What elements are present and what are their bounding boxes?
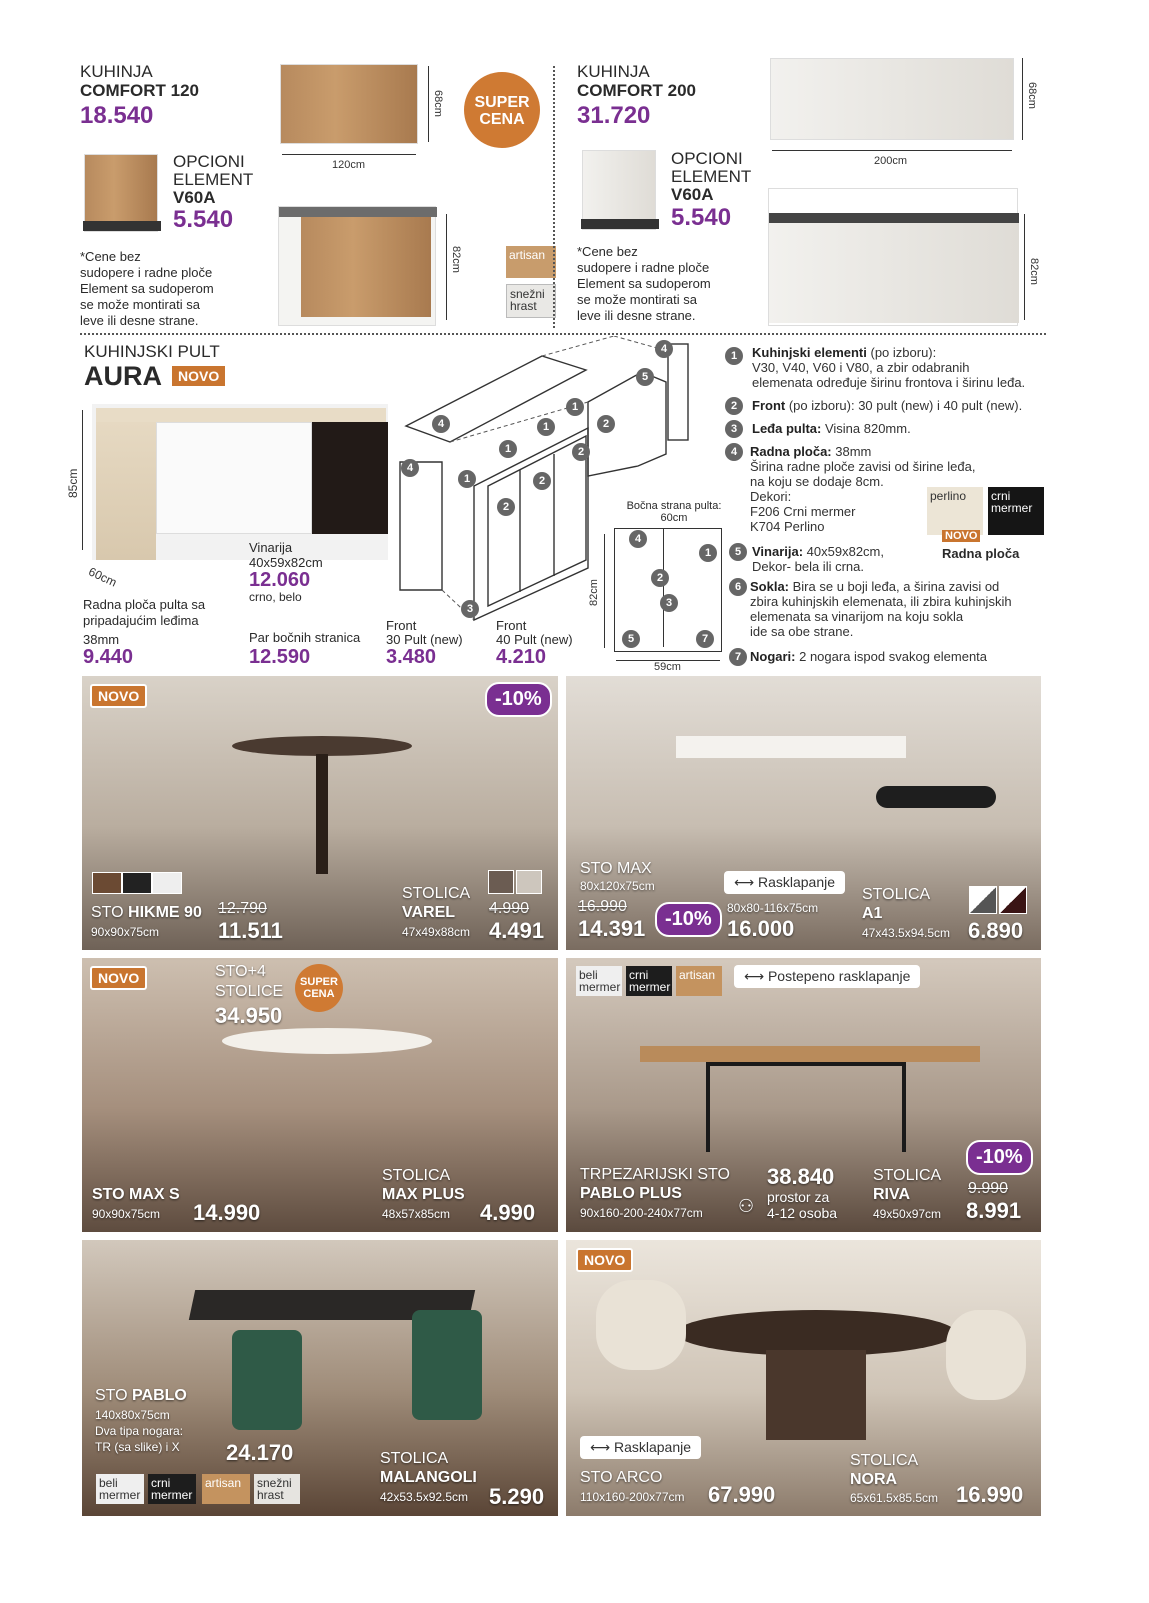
price: 14.990 xyxy=(193,1200,261,1225)
aura-vin-l1: Vinarija xyxy=(249,540,293,555)
divider xyxy=(553,66,555,328)
note-line: leve ili desne strane. xyxy=(577,308,696,323)
legend-num-icon: 2 xyxy=(497,498,515,516)
name-part: PABLO xyxy=(132,1387,187,1404)
aura-f40-price: 4.210 xyxy=(496,646,547,668)
comfort120-opt-price: 5.540 xyxy=(173,206,234,233)
legend-num-icon: 4 xyxy=(655,340,673,358)
legend-text: (po izboru): 30 pult (new) i 40 pult (new). xyxy=(785,398,1023,413)
color-swatch-black xyxy=(122,872,152,894)
chair-label: STOLICA xyxy=(380,1450,449,1467)
color-swatch-white-brown xyxy=(999,886,1027,914)
chair-label: STOLICA xyxy=(402,885,471,902)
swatch-artisan: artisan xyxy=(676,966,722,996)
panel-sto-max-s xyxy=(82,958,558,1232)
comfort120-lower-cabinets xyxy=(278,206,436,326)
chair-size: 42x53.5x92.5cm xyxy=(380,1490,469,1504)
super-cena-l1: SUPER xyxy=(474,94,530,111)
aura-side-caption xyxy=(620,500,728,524)
comfort120-note xyxy=(80,249,214,329)
price: 38.840 xyxy=(767,1164,835,1189)
legend-line: F206 Crni mermer xyxy=(750,504,856,519)
legend-num-icon: 5 xyxy=(636,368,654,386)
legend-bold: Vinarija: xyxy=(752,544,804,559)
person-icon: ⚇ xyxy=(738,1196,755,1216)
product-name: STO ARCO xyxy=(580,1469,663,1486)
color-swatch-wood xyxy=(92,872,122,894)
aura-novo-badge: NOVO xyxy=(172,366,225,386)
swatch-label: mermer xyxy=(99,1488,141,1502)
radna-novo-badge: NOVO xyxy=(942,530,980,542)
legend-num-icon: 1 xyxy=(566,398,584,416)
name-part: STO xyxy=(91,904,129,921)
color-swatch-dark xyxy=(488,870,514,894)
chair-name: RIVA xyxy=(873,1186,911,1203)
swatch-label: snežni xyxy=(510,287,545,301)
legend-num-icon: 3 xyxy=(725,420,743,438)
dim-line xyxy=(1024,214,1025,320)
dim-line xyxy=(82,410,83,550)
legend-item-3 xyxy=(752,421,911,436)
legend-line: Dekor- bela ili crna. xyxy=(752,559,864,574)
comfort120-width: 120cm xyxy=(332,159,366,171)
note-line: *Cene bez xyxy=(80,249,141,264)
super-cena-l1: SUPER xyxy=(300,976,338,988)
swatch-label: crni xyxy=(151,1476,171,1490)
arrows-icon: ⟷ xyxy=(590,1439,614,1455)
product-size: 90x90x75cm xyxy=(91,925,160,939)
dim-line xyxy=(604,534,605,648)
panel-sto-pablo xyxy=(82,1240,558,1516)
note-line: sudopere i radne ploče xyxy=(577,260,710,275)
pill-label: Rasklapanje xyxy=(613,1439,692,1455)
legend-line: K704 Perlino xyxy=(750,519,825,534)
price: 11.511 xyxy=(218,918,283,943)
aura-f40-l1: Front xyxy=(496,618,527,633)
legend-num-icon: 1 xyxy=(699,544,717,562)
comfort120-opt3: V60A xyxy=(173,188,216,207)
comfort200-line1: KUHINJA xyxy=(577,62,650,81)
color-swatch-white-grey xyxy=(969,886,997,914)
legend-line: elemenata sa vinarijom na koju sokla xyxy=(750,609,964,624)
product-name: STO MAX xyxy=(580,860,652,877)
product-size: 110x160-200x77cm xyxy=(580,1490,685,1504)
comfort200-height: 68cm xyxy=(1026,82,1038,109)
dim-line xyxy=(282,154,416,155)
panel-sto-hikme xyxy=(82,676,558,950)
chair-price: 5.290 xyxy=(489,1484,545,1509)
legend-item-5 xyxy=(752,544,884,574)
chair-size: 47x43.5x94.5cm xyxy=(862,926,951,940)
folding-pill xyxy=(724,871,845,894)
novo-badge: NOVO xyxy=(90,966,147,990)
name-part: STO xyxy=(95,1387,133,1404)
comfort200-width: 200cm xyxy=(874,155,908,167)
legend-bold: Front xyxy=(752,398,786,413)
price: 24.170 xyxy=(226,1440,294,1465)
product-note-1: Dva tipa nogara: xyxy=(95,1424,184,1438)
comfort120-title: COMFORT 120 xyxy=(80,81,200,100)
product-size: 80x120x75cm xyxy=(580,879,655,893)
swatch-label: beli xyxy=(579,968,598,982)
color-swatch-light xyxy=(516,870,542,894)
chair-name: A1 xyxy=(862,905,883,922)
legend-line: ide sa obe strane. xyxy=(750,624,854,639)
aura-height: 85cm xyxy=(66,468,80,498)
legend-num-icon: 3 xyxy=(461,600,479,618)
swatch-artisan: artisan xyxy=(202,1474,250,1504)
legend-text: Bira se u boji leđa, a širina zavisi od xyxy=(789,579,1000,594)
chair-size: 49x50x97cm xyxy=(873,1207,942,1221)
chair-size: 47x49x88cm xyxy=(402,925,471,939)
chair-name: MALANGOLI xyxy=(380,1469,477,1486)
name-part: HIKME 90 xyxy=(128,904,202,921)
aura-plate-l3: 38mm xyxy=(83,632,120,647)
comfort200-opt2: ELEMENT xyxy=(671,167,752,186)
aura-plate-l2: pripadajućim leđima xyxy=(83,613,199,628)
room-text xyxy=(767,1189,837,1221)
panel-sto-arco xyxy=(566,1240,1041,1516)
legend-item-2 xyxy=(752,398,1022,413)
swatch-label: hrast xyxy=(257,1488,284,1502)
chair-price: 6.890 xyxy=(968,918,1024,943)
swatch-snezni-hrast xyxy=(506,284,556,318)
radna-label: Radna ploča xyxy=(942,546,1020,561)
comfort200-v60a-element xyxy=(582,150,656,230)
comfort120-height: 68cm xyxy=(432,90,444,117)
legend-num-icon: 1 xyxy=(537,418,555,436)
legend-num-icon: 6 xyxy=(729,578,747,596)
aura-side-label: Par bočnih stranica xyxy=(249,630,361,645)
note-line: leve ili desne strane. xyxy=(80,313,199,328)
legend-line: V30, V40, V60 i V80, a zbir odabranih xyxy=(752,360,970,375)
old-price: 12.790 xyxy=(218,900,267,917)
legend-num-icon: 7 xyxy=(696,630,714,648)
old-price: 16.990 xyxy=(578,898,627,915)
product-size: 90x90x75cm xyxy=(92,1207,161,1221)
chair-old-price: 9.990 xyxy=(968,1180,1009,1197)
legend-bold: Kuhinjski elementi xyxy=(752,345,867,360)
price: 67.990 xyxy=(708,1482,776,1507)
swatch-label: snežni xyxy=(257,1476,292,1490)
aura-h82: 82cm xyxy=(588,579,600,606)
discount-badge: -10% xyxy=(655,902,722,937)
aura-pretitle: KUHINJSKI PULT xyxy=(84,342,220,361)
legend-num-icon: 5 xyxy=(622,630,640,648)
aura-f40-l2: 40 Pult (new) xyxy=(496,632,573,647)
aura-depth: 60cm xyxy=(86,564,119,590)
product-note-2: TR (sa slike) i X xyxy=(95,1440,180,1454)
comfort200-upper-cabinets xyxy=(770,58,1014,140)
legend-num-icon: 4 xyxy=(432,415,450,433)
legend-num-icon: 2 xyxy=(572,443,590,461)
legend-text: 38mm xyxy=(831,444,872,459)
legend-bold: Nogari: xyxy=(750,649,796,664)
aura-vin-price: 12.060 xyxy=(249,569,311,591)
chair-old-price: 4.990 xyxy=(489,900,530,917)
comfort200-lower-cabinets xyxy=(768,188,1018,326)
swatch-label: crni xyxy=(629,968,649,982)
legend-num-icon: 3 xyxy=(660,594,678,612)
pill-label: Rasklapanje xyxy=(757,874,836,890)
dim-line xyxy=(446,214,447,320)
legend-num-icon: 1 xyxy=(499,440,517,458)
product-name xyxy=(95,1387,187,1405)
aura-plate-l1: Radna ploča pulta sa xyxy=(83,597,206,612)
note-line: Element sa sudoperom xyxy=(80,281,214,296)
swatch-label: mermer xyxy=(151,1488,193,1502)
caption-l2: 60cm xyxy=(660,512,688,524)
legend-bold: Radna ploča: xyxy=(750,444,832,459)
product-name: PABLO PLUS xyxy=(580,1185,682,1202)
comfort200-opt3: V60A xyxy=(671,185,714,204)
dim-line xyxy=(772,150,1012,151)
comfort120-upper-cabinets xyxy=(280,64,418,144)
aura-f30-l1: Front xyxy=(386,618,417,633)
swatch-label: crni xyxy=(991,489,1011,503)
novo-badge: NOVO xyxy=(90,684,147,708)
aura-side-price: 12.590 xyxy=(249,646,311,668)
aura-vin-l2: 40x59x82cm xyxy=(249,555,323,570)
product-size: 90x160-200-240x77cm xyxy=(580,1206,703,1220)
aura-f30-price: 3.480 xyxy=(386,646,437,668)
arrows-icon: ⟷ xyxy=(734,874,758,890)
comfort120-price: 18.540 xyxy=(80,102,154,129)
comfort120-opt1: OPCIONI xyxy=(173,152,245,171)
price: 14.391 xyxy=(578,916,646,941)
novo-badge: NOVO xyxy=(576,1248,633,1272)
aura-f30-l2: 30 Pult (new) xyxy=(386,632,463,647)
color-swatch-white xyxy=(152,872,182,894)
legend-text: 2 nogara ispod svakog elementa xyxy=(795,649,988,664)
note-line: se može montirati sa xyxy=(577,292,697,307)
legend-line: zbira kuhinjskih elemenata, ili zbira kuhinjskih xyxy=(750,594,1012,609)
super-cena-l2: CENA xyxy=(303,988,335,1000)
comfort120-height2: 82cm xyxy=(450,246,462,273)
chair-price: 4.491 xyxy=(489,918,545,943)
legend-num-icon: 2 xyxy=(725,397,743,415)
swatch-label: mermer xyxy=(629,980,671,994)
note-line: se može montirati sa xyxy=(80,297,200,312)
aura-plate-price: 9.440 xyxy=(83,646,134,668)
legend-num-icon: 4 xyxy=(629,530,647,548)
comfort120-opt2: ELEMENT xyxy=(173,170,254,189)
discount-badge: -10% xyxy=(485,682,552,717)
chair-size: 65x61.5x85.5cm xyxy=(850,1491,939,1505)
aura-title: AURA xyxy=(84,361,162,391)
legend-item-1 xyxy=(752,345,1025,390)
chair-price: 4.990 xyxy=(480,1200,536,1225)
swatch-label: mermer xyxy=(991,501,1033,515)
panel-sto-max xyxy=(566,676,1041,950)
legend-text: Visina 820mm. xyxy=(821,421,911,436)
comfort120-v60a-element xyxy=(84,154,158,232)
swatch-label: hrast xyxy=(510,299,537,313)
legend-num-icon: 2 xyxy=(597,415,615,433)
comfort200-opt-price: 5.540 xyxy=(671,204,732,231)
legend-text: 40x59x82cm, xyxy=(803,544,884,559)
pill-label: Postepeno rasklapanje xyxy=(767,968,911,984)
panel-pablo-plus xyxy=(566,958,1041,1232)
legend-line: elemenata određuje širinu frontova i širinu leđa. xyxy=(752,375,1026,390)
room-l1: prostor za xyxy=(767,1189,830,1205)
set-l1: STO+4 xyxy=(215,963,266,980)
legend-num-icon: 1 xyxy=(725,347,743,365)
aura-w59: 59cm xyxy=(654,661,681,673)
note-line: Element sa sudoperom xyxy=(577,276,711,291)
legend-item-7 xyxy=(750,649,987,664)
chair-size: 48x57x85cm xyxy=(382,1207,451,1221)
legend-num-icon: 5 xyxy=(729,543,747,561)
product-size: 140x80x75cm xyxy=(95,1408,170,1422)
swatch-beli-mermer xyxy=(576,966,622,996)
legend-num-icon: 2 xyxy=(651,569,669,587)
swatch-crni-mermer xyxy=(626,966,672,996)
legend-num-icon: 7 xyxy=(729,648,747,666)
legend-num-icon: 4 xyxy=(401,459,419,477)
super-cena-badge xyxy=(295,964,343,1012)
super-cena-badge xyxy=(464,72,540,148)
discount-badge: -10% xyxy=(966,1140,1033,1175)
note-line: *Cene bez xyxy=(577,244,638,259)
comfort200-price: 31.720 xyxy=(577,102,651,129)
chair-name: MAX PLUS xyxy=(382,1186,465,1203)
comfort200-height2: 82cm xyxy=(1028,258,1040,285)
legend-num-icon: 2 xyxy=(533,472,551,490)
legend-bold: Leđa pulta: xyxy=(752,421,822,436)
dim-line xyxy=(428,66,429,142)
chair-label: STOLICA xyxy=(850,1452,919,1469)
comfort120-line1: KUHINJA xyxy=(80,62,153,81)
dim-line xyxy=(1022,58,1023,140)
caption-l1: Bočna strana pulta: xyxy=(626,500,722,512)
aura-vin-colors: crno, belo xyxy=(249,590,302,604)
legend-num-icon: 4 xyxy=(725,443,743,461)
legend-line: Dekori: xyxy=(750,489,792,504)
legend-text: (po izboru): xyxy=(866,345,937,360)
swatch-label: mermer xyxy=(579,980,621,994)
chair-name: NORA xyxy=(850,1471,898,1488)
swatch-crni-mermer xyxy=(148,1474,196,1504)
folding-pill xyxy=(734,965,920,988)
chair-price: 16.990 xyxy=(956,1482,1024,1507)
legend-item-6 xyxy=(750,579,1012,639)
product-size-2: 80x80-116x75cm xyxy=(727,901,819,915)
swatch-beli-mermer xyxy=(96,1474,144,1504)
aura-counter-image xyxy=(92,404,388,560)
set-l2: STOLICE xyxy=(215,983,284,1000)
folding-pill xyxy=(580,1436,701,1459)
chair-label: STOLICA xyxy=(862,886,931,903)
arrows-icon: ⟷ xyxy=(744,968,768,984)
legend-line: Širina radne ploče zavisi od širine leđa, xyxy=(750,459,976,474)
comfort200-note xyxy=(577,244,711,324)
swatch-artisan: artisan xyxy=(506,246,556,278)
product-name: STO MAX S xyxy=(92,1186,180,1203)
chair-label: STOLICA xyxy=(382,1167,451,1184)
swatch-perlino: perlino xyxy=(927,487,983,535)
chair-label: STOLICA xyxy=(873,1167,942,1184)
legend-num-icon: 1 xyxy=(458,470,476,488)
price-2: 16.000 xyxy=(727,916,795,941)
set-price: 34.950 xyxy=(215,1003,283,1028)
note-line: sudopere i radne ploče xyxy=(80,265,213,280)
comfort200-opt1: OPCIONI xyxy=(671,149,743,168)
product-label: TRPEZARIJSKI STO xyxy=(580,1166,730,1183)
chair-name: VAREL xyxy=(402,904,456,921)
comfort200-title: COMFORT 200 xyxy=(577,81,697,100)
legend-bold: Sokla: xyxy=(750,579,790,594)
room-l2: 4-12 osoba xyxy=(767,1205,838,1221)
chair-price: 8.991 xyxy=(966,1198,1022,1223)
divider xyxy=(80,333,1046,335)
swatch-label: beli xyxy=(99,1476,118,1490)
product-name xyxy=(91,904,202,922)
swatch-snezni-hrast xyxy=(254,1474,300,1504)
swatch-crni-mermer xyxy=(988,487,1044,535)
legend-line: na koju se dodaje 8cm. xyxy=(750,474,884,489)
super-cena-l2: CENA xyxy=(479,111,525,128)
